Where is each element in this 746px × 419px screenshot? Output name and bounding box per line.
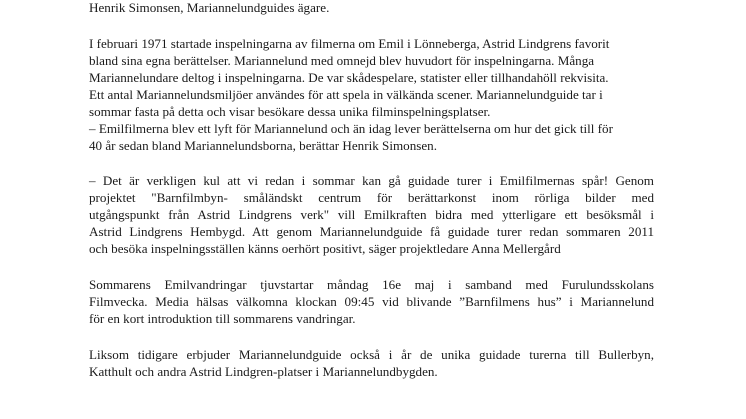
paragraph-line: och besöka inspelningsställen känns oerhört positivt, säger projektledare Anna Mellergård bbox=[89, 241, 561, 256]
paragraph-line: utgångspunkt från Astrid Lindgrens verk" vill Emilkraften bidra med ytterligare ett besöksmål i bbox=[89, 207, 654, 222]
paragraph-line: 40 år sedan bland Mariannelundsborna, berättar Henrik Simonsen. bbox=[89, 138, 437, 153]
paragraph-line: – Det är verkligen kul att vi redan i sommar kan gå guidade turer i Emilfilmernas spår! Genom bbox=[89, 173, 654, 188]
paragraph-line: I februari 1971 startade inspelningarna av filmerna om Emil i Lönneberga, Astrid Lindgrens favorit bbox=[89, 36, 610, 51]
paragraph-line: sommar fasta på detta och visar besökare dessa unika filminspelningsplatser. bbox=[89, 104, 491, 119]
paragraph-line: Filmvecka. Media hälsas välkomna klockan 09:45 vid blivande ”Barnfilmens hus” i Mariannelund bbox=[89, 294, 654, 309]
paragraph-line: Astrid Lindgrens Hembygd. Att genom Mariannelundguide få guidade turer redan sommaren 2011 bbox=[89, 224, 654, 239]
paragraph-line: Liksom tidigare erbjuder Mariannelundguide också i år de unika guidade turerna till Bullerbyn, bbox=[89, 347, 654, 362]
paragraph-line: bland sina egna berättelser. Mariannelund med omnejd blev huvudort för inspelningarna. Många bbox=[89, 53, 595, 68]
paragraph-line: Sommarens Emilvandringar tjuvstartar måndag 16e maj i samband med Furulundsskolans bbox=[89, 277, 654, 292]
paragraph-line: – Emilfilmerna blev ett lyft för Mariannelund och än idag lever berättelserna om hur det gick till för bbox=[89, 121, 613, 136]
paragraph-line: Katthult och andra Astrid Lindgren-platser i Mariannelundbygden. bbox=[89, 364, 438, 379]
paragraph-line: projektet "Barnfilmbyn- småländskt centrum för berättarkonst inom rörliga bilder med bbox=[89, 190, 654, 205]
paragraph-line: Mariannelundare deltog i inspelningarna. De var skådespelare, statister eller tillhandahöll rekvisita. bbox=[89, 70, 609, 85]
paragraph-line: för en kort introduktion till sommarens vandringar. bbox=[89, 311, 356, 326]
intro-line: Henrik Simonsen, Mariannelundguides ägare. bbox=[89, 0, 330, 15]
paragraph-line: Ett antal Mariannelundsmiljöer användes för att spela in välkända scener. Mariannelundguide tar i bbox=[89, 87, 603, 102]
